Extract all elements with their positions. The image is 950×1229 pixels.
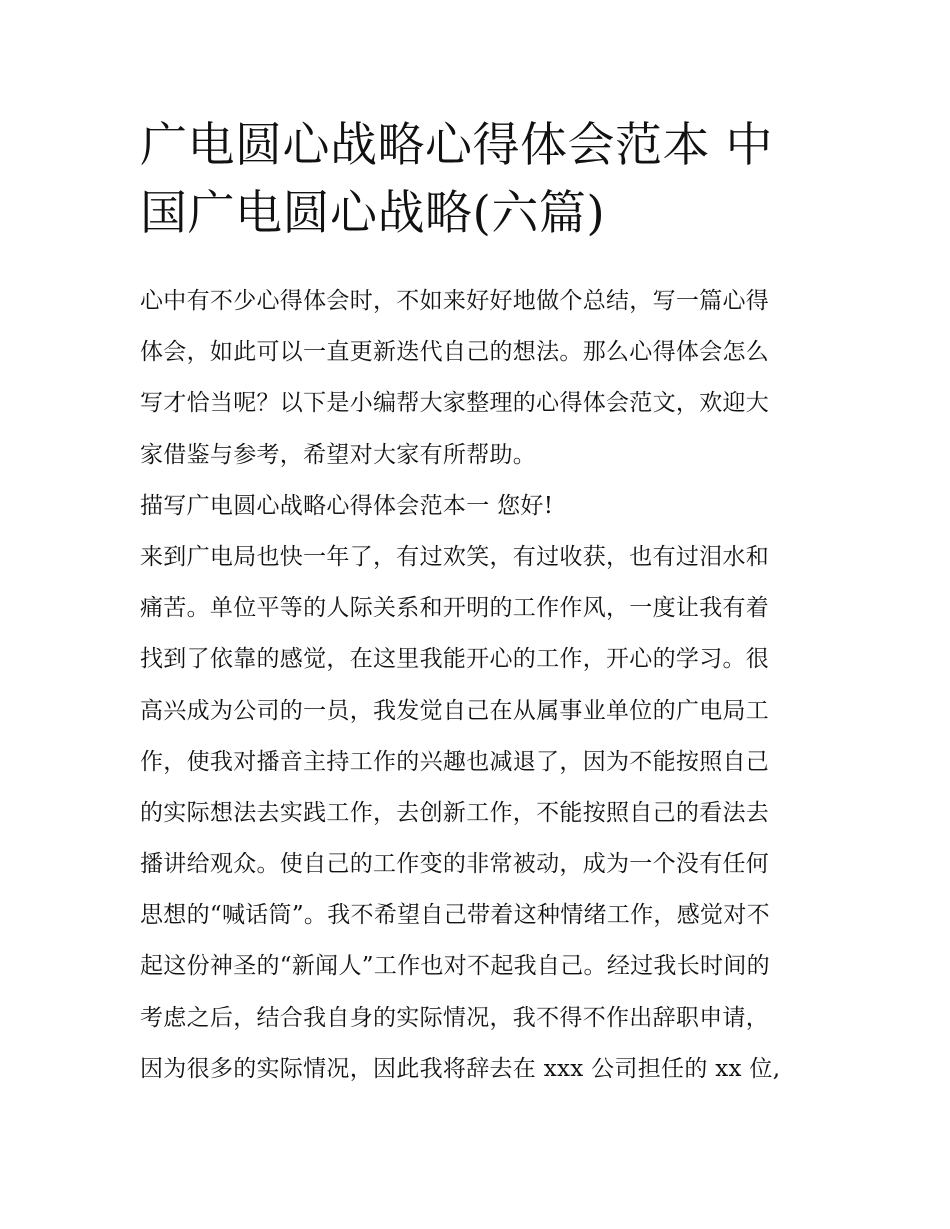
body-line: 来到广电局也快一年了，有过欢笑，有过收获，也有过泪水和 — [140, 543, 770, 570]
body-line: 考虑之后，结合我自身的实际情况，我不得不作出辞职申请， — [140, 1004, 770, 1031]
body-line: 起这份神圣的“新闻人”工作也对不起我自己。经过我长时间的 — [140, 953, 770, 980]
body-line: 思想的“喊话筒”。我不希望自己带着这种情绪工作，感觉对不 — [140, 902, 770, 929]
document-body — [140, 280, 820, 1099]
document-title — [140, 112, 820, 248]
title-line-2: 国广电圆心战略(六篇) — [140, 186, 606, 241]
body-line: 痛苦。单位平等的人际关系和开明的工作作风，一度让我有着 — [140, 595, 770, 622]
body-line: 家借鉴与参考，希望对大家有所帮助。 — [140, 441, 537, 468]
body-line: 高兴成为公司的一员，我发觉自己在从属事业单位的广电局工 — [140, 697, 770, 724]
body-line: 播讲给观众。使自己的工作变的非常被动，成为一个没有任何 — [140, 851, 770, 878]
body-line: 写才恰当呢？以下是小编帮大家整理的心得体会范文，欢迎大 — [140, 390, 770, 417]
title-line-1: 广电圆心战略心得体会范本 中 — [140, 118, 773, 173]
section-heading: 描写广电圆心战略心得体会范本一 您好! — [140, 492, 554, 519]
body-line: 的实际想法去实践工作，去创新工作，不能按照自己的看法去 — [140, 799, 770, 826]
body-line: 因为很多的实际情况，因此我将辞去在 xxx 公司担任的 xx 位, — [140, 1055, 781, 1082]
body-line: 作，使我对播音主持工作的兴趣也减退了，因为不能按照自己 — [140, 748, 770, 775]
body-line: 心中有不少心得体会时，不如来好好地做个总结，写一篇心得 — [140, 288, 770, 314]
body-line: 找到了依靠的感觉，在这里我能开心的工作，开心的学习。很 — [140, 646, 770, 673]
body-line: 体会，如此可以一直更新迭代自己的想法。那么心得体会怎么 — [140, 339, 770, 366]
